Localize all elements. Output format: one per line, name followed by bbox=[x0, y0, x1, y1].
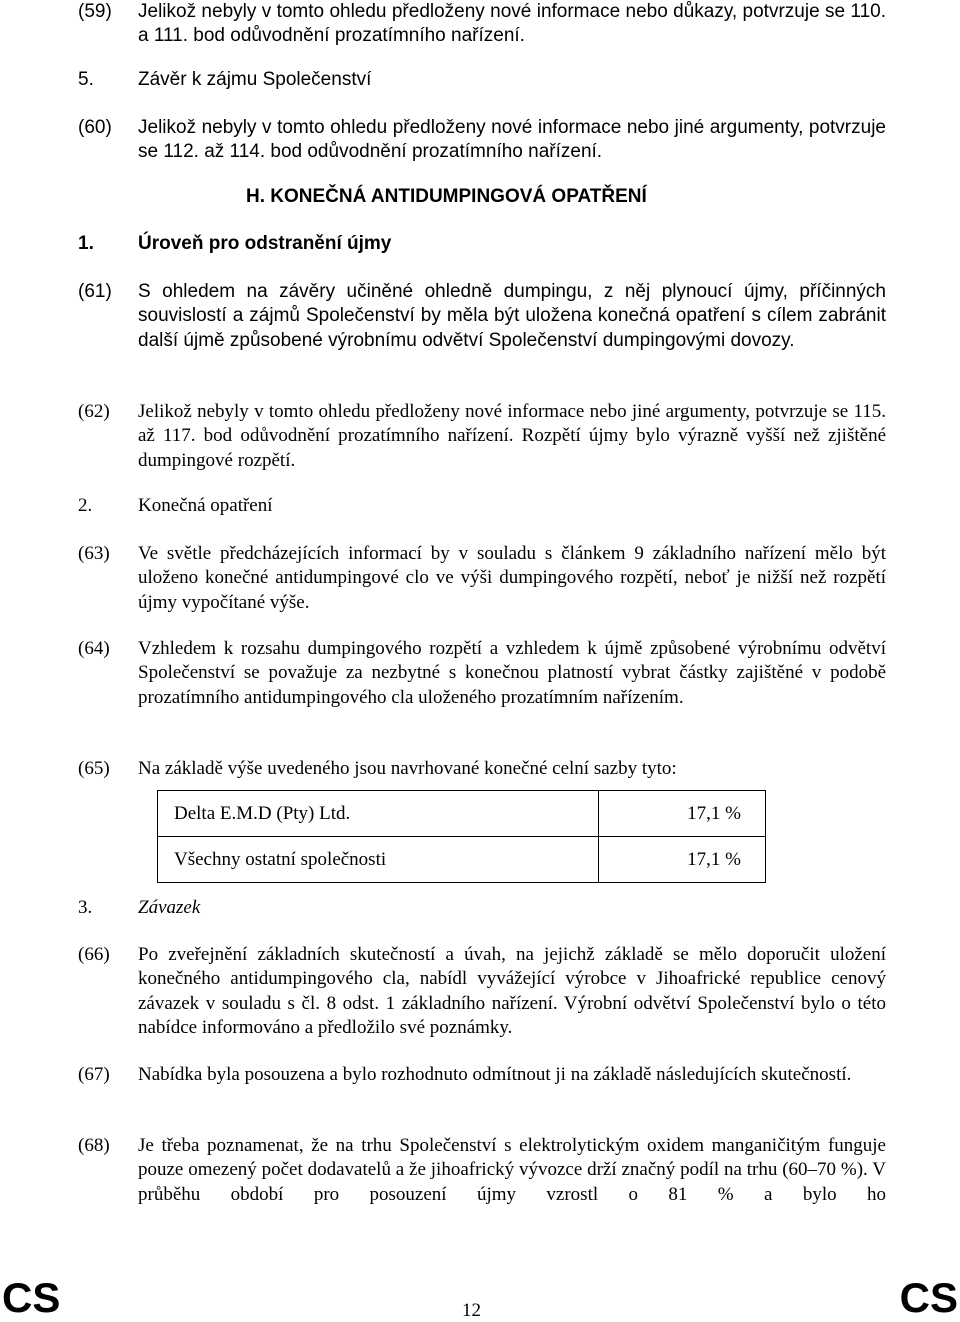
paragraph-number: (61) bbox=[78, 281, 112, 302]
paragraph-text: Je třeba poznamenat, že na trhu Společenství s elektrolytickým oxidem manganičitým funguje pouze omezený počet dodavatelů a že jihoafrický vývozce drží značný podíl na trhu (60–70 %). V průběhu období pro posouzení újmy vzrostl o 81 % a bylo ho bbox=[138, 1135, 886, 1205]
table-row bbox=[158, 791, 766, 837]
paragraph-text: S ohledem na závěry učiněné ohledně dumpingu, z něj plynoucí újmy, příčinných souvislostí a zájmů Společenství by měla být uložena konečná opatření s cílem zabránit další újmě způsobené výrobnímu odvětví Společenství dumpingovými dovozy. bbox=[138, 281, 886, 351]
company-cell: Všechny ostatní společnosti bbox=[158, 837, 599, 883]
paragraph-text: Vzhledem k rozsahu dumpingového rozpětí a vzhledem k újmě způsobené výrobnímu odvětví Společenství se považuje za nezbytné s konečnou platností vybrat částky zajištěné v podobě prozatímního antidumpingového cla uloženého prozatímním nařízením. bbox=[138, 638, 886, 708]
table-row bbox=[158, 837, 766, 883]
paragraph-text: Nabídka byla posouzena a bylo rozhodnuto odmítnout ji na základě následujících skutečností. bbox=[138, 1064, 852, 1085]
paragraph-number: (65) bbox=[78, 758, 110, 779]
heading-text: Závazek bbox=[138, 897, 201, 918]
paragraph-number: (66) bbox=[78, 944, 110, 965]
paragraph-text: Ve světle předcházejících informací by v souladu s článkem 9 základního nařízení mělo být uloženo konečné antidumpingové clo ve výši dumpingového rozpětí, neboť je nižší než rozpětí újmy vypočítané výše. bbox=[138, 543, 886, 613]
duty-rates-table bbox=[157, 790, 766, 883]
paragraph-number: (64) bbox=[78, 638, 110, 659]
company-cell: Delta E.M.D (Pty) Ltd. bbox=[158, 791, 599, 837]
paragraph-number: (62) bbox=[78, 401, 110, 422]
paragraph-text: Jelikož nebyly v tomto ohledu předloženy nové informace nebo jiné argumenty, potvrzuje se 112. až 114. bod odůvodnění prozatímního nařízení. bbox=[138, 117, 886, 163]
footer-language-code: CS bbox=[2, 1274, 61, 1321]
heading-number: 5. bbox=[78, 69, 94, 90]
heading-text: Závěr k zájmu Společenství bbox=[138, 69, 372, 90]
paragraph-text: Jelikož nebyly v tomto ohledu předloženy nové informace nebo důkazy, potvrzuje se 110. a 111. bod odůvodnění prozatímního nařízení. bbox=[138, 1, 886, 46]
paragraph-text: Jelikož nebyly v tomto ohledu předloženy nové informace nebo jiné argumenty, potvrzuje se 115. až 117. bod odůvodnění prozatímního nařízení. Rozpětí újmy bylo výrazně vyšší než zjištěné dumpingové rozpětí. bbox=[138, 401, 886, 471]
page-number: 12 bbox=[462, 1300, 481, 1321]
footer-language-code: CS bbox=[899, 1274, 958, 1321]
heading-text: Úroveň pro odstranění újmy bbox=[138, 233, 392, 254]
paragraph-text: Na základě výše uvedeného jsou navrhované konečné celní sazby tyto: bbox=[138, 758, 677, 779]
paragraph-number: (59) bbox=[78, 1, 112, 22]
paragraph-number: (68) bbox=[78, 1135, 110, 1156]
heading-text: Konečná opatření bbox=[138, 495, 273, 516]
paragraph-number: (63) bbox=[78, 543, 110, 564]
rate-cell: 17,1 % bbox=[599, 837, 766, 883]
heading-number: 3. bbox=[78, 897, 93, 918]
rate-cell: 17,1 % bbox=[599, 791, 766, 837]
paragraph-number: (67) bbox=[78, 1064, 110, 1085]
paragraph-text: Po zveřejnění základních skutečností a úvah, na jejichž základě se mělo doporučit uložení konečného antidumpingového cla, nabídl vyvážející výrobce v Jihoafrické republice cenový závazek v souladu s čl. 8 odst. 1 základního nařízení. Výrobní odvětví Společenství bylo o této nabídce informováno a předložilo své poznámky. bbox=[138, 944, 886, 1038]
section-title: H. KONEČNÁ ANTIDUMPINGOVÁ OPATŘENÍ bbox=[246, 186, 647, 207]
paragraph-number: (60) bbox=[78, 117, 112, 138]
heading-number: 1. bbox=[78, 233, 94, 254]
heading-number: 2. bbox=[78, 495, 93, 516]
